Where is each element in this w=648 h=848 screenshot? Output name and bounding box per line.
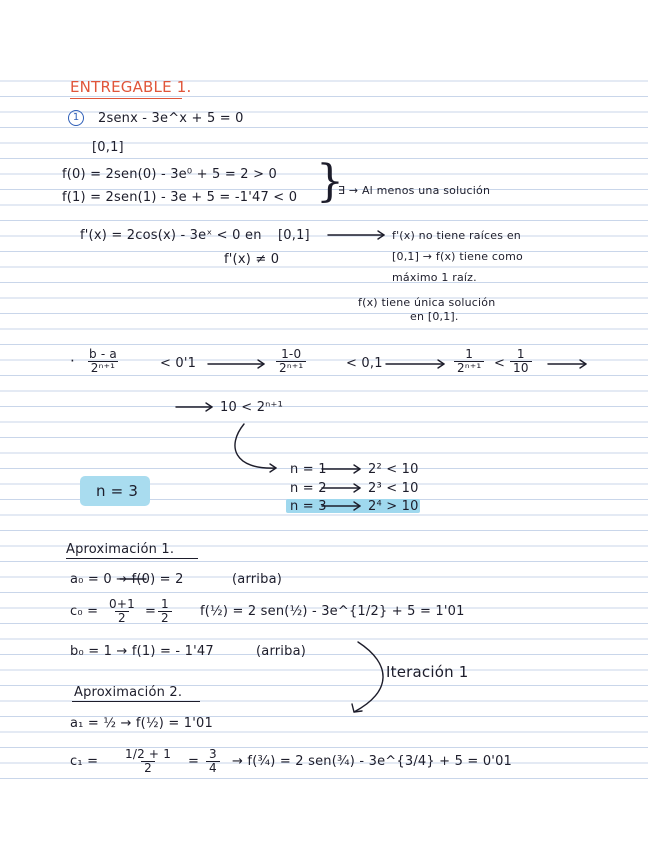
fraction-denominator: 2ⁿ⁺¹ bbox=[276, 361, 306, 375]
arrow-n3-icon bbox=[322, 502, 360, 510]
fraction-denominator: 2 bbox=[115, 611, 129, 625]
fraction-denominator: 2ⁿ⁺¹ bbox=[454, 361, 484, 375]
unique-solution-line-2: en [0,1]. bbox=[410, 310, 459, 323]
ten-less-than-power: 10 < 2ⁿ⁺¹ bbox=[220, 400, 284, 415]
trial-n2-rhs: 2³ < 10 bbox=[368, 481, 419, 496]
c1-equals: = bbox=[188, 754, 200, 769]
aprox1-heading: Aproximación 1. bbox=[66, 542, 175, 557]
trial-n1-rhs: 2² < 10 bbox=[368, 462, 419, 477]
fraction-numerator: 3 bbox=[209, 747, 217, 761]
fraction-numerator: 1 bbox=[516, 347, 525, 361]
inequality-2: < 0,1 bbox=[346, 356, 383, 371]
derivative-en: en bbox=[245, 228, 262, 243]
iteration-label: Iteración 1 bbox=[386, 663, 469, 681]
fraction-numerator: 1 bbox=[161, 597, 169, 611]
a1-line: a₁ = ½ → f(½) = 1'01 bbox=[70, 716, 213, 731]
c0-equals: = bbox=[145, 604, 157, 619]
fraction-denominator: 2ⁿ⁺¹ bbox=[88, 361, 118, 375]
no-roots-line-3: máximo 1 raíz. bbox=[392, 271, 477, 284]
a0-note: (arriba) bbox=[232, 572, 283, 587]
arrow-n2-icon bbox=[322, 484, 360, 492]
aprox2-heading: Aproximación 2. bbox=[74, 685, 183, 700]
no-roots-line-1: f'(x) no tiene raíces en bbox=[392, 229, 521, 242]
f-of-1: f(1) = 2sen(1) - 3e + 5 = -1'47 < 0 bbox=[62, 190, 298, 205]
derivative-neq: f'(x) ≠ 0 bbox=[224, 252, 280, 267]
iteration-curve-icon bbox=[352, 642, 383, 712]
trial-n3-lhs: n = 3 bbox=[290, 499, 327, 514]
c1-rhs: → f(¾) = 2 sen(¾) - 3e^{3/4} + 5 = 0'01 bbox=[232, 754, 513, 769]
a0-line: a₀ = 0 → f(0) = 2 bbox=[70, 572, 184, 587]
bullet: · bbox=[70, 352, 75, 370]
f-of-0: f(0) = 2sen(0) - 3e⁰ + 5 = 2 > 0 bbox=[62, 167, 277, 182]
c0-rhs: f(½) = 2 sen(½) - 3e^{1/2} + 5 = 1'01 bbox=[200, 604, 465, 619]
interval: [0,1] bbox=[92, 140, 124, 155]
page-title: ENTREGABLE 1. bbox=[70, 78, 192, 96]
fraction-numerator: 0+1 bbox=[109, 597, 135, 611]
arrow-bisection-1-icon bbox=[208, 360, 264, 368]
unique-solution-line-1: f(x) tiene única solución bbox=[358, 296, 496, 309]
arrow-bisection-3-icon bbox=[548, 360, 586, 368]
inequality-3: < bbox=[494, 356, 506, 371]
fraction-numerator: b - a bbox=[89, 347, 117, 361]
arrow-n1-icon bbox=[322, 465, 360, 473]
fraction-numerator: 1 bbox=[465, 347, 474, 361]
inequality-1: < 0'1 bbox=[160, 356, 197, 371]
arrow-ten-icon bbox=[176, 403, 212, 411]
exists-note: ∃ → Al menos una solución bbox=[338, 184, 491, 197]
b0-note: (arriba) bbox=[256, 644, 307, 659]
result-n: n = 3 bbox=[96, 482, 139, 500]
arrow-curve-icon bbox=[235, 424, 276, 472]
fraction-denominator: 4 bbox=[206, 761, 220, 775]
equation: 2senx - 3e^x + 5 = 0 bbox=[98, 111, 244, 126]
brace-icon: } bbox=[316, 156, 344, 207]
exercise-number-circle: 1 bbox=[68, 110, 84, 126]
fraction-denominator: 2 bbox=[158, 611, 172, 625]
derivative-interval: [0,1] bbox=[278, 228, 310, 243]
arrow-bisection-2-icon bbox=[386, 360, 444, 368]
no-roots-line-2: [0,1] → f(x) tiene como bbox=[392, 250, 523, 263]
c1-lhs: c₁ = bbox=[70, 754, 99, 769]
c0-lhs: c₀ = bbox=[70, 604, 99, 619]
arrow-derivative-icon bbox=[328, 231, 384, 239]
fraction-denominator: 10 bbox=[510, 361, 532, 375]
fraction-numerator: 1-0 bbox=[281, 347, 302, 361]
trial-n2-lhs: n = 2 bbox=[290, 481, 327, 496]
b0-line: b₀ = 1 → f(1) = - 1'47 bbox=[70, 644, 214, 659]
trial-n1-lhs: n = 1 bbox=[290, 462, 327, 477]
trial-n3-rhs: 2⁴ > 10 bbox=[368, 499, 419, 514]
fraction-denominator: 2 bbox=[141, 761, 155, 775]
fraction-numerator: 1/2 + 1 bbox=[125, 747, 172, 761]
derivative: f'(x) = 2cos(x) - 3eˣ < 0 bbox=[80, 228, 241, 243]
